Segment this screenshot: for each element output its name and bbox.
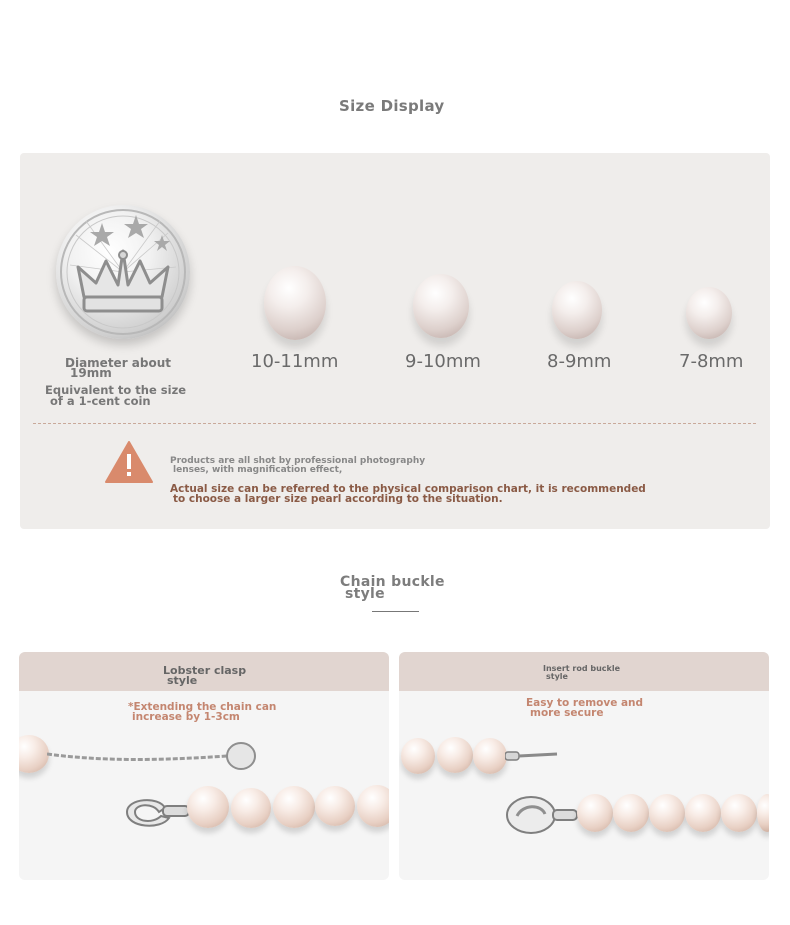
pearl-9-10mm: [413, 274, 469, 338]
notice-line-2: lenses, with magnification effect,: [173, 465, 343, 475]
pearl-bead: [187, 786, 229, 828]
extension-chain-icon: [47, 742, 267, 772]
pearl-label-7-8mm: 7-8mm: [679, 351, 744, 372]
pearl-bead: [649, 794, 685, 832]
lobster-clasp-title-line1: Lobster clasp: [163, 664, 247, 677]
coin-diameter-value: 19mm: [70, 366, 112, 380]
warning-icon: [104, 440, 154, 484]
notice-line-1: Products are all shot by professional photography: [170, 456, 426, 466]
pearl-bead: [613, 794, 649, 832]
lobster-clasp-note: [128, 702, 276, 722]
rod-buckle-note-line1: Easy to remove and: [526, 697, 644, 709]
rod-buckle-title-line2: style: [546, 672, 568, 681]
pearl-bead: [577, 794, 613, 832]
lobster-clasp-note-line2: increase by 1-3cm: [132, 711, 240, 723]
pearl-bead: [685, 794, 721, 832]
pearl-bead: [757, 794, 769, 832]
chain-buckle-title-line1: Chain buckle: [340, 574, 445, 590]
divider-dashed: [33, 423, 756, 424]
coin-icon: [56, 205, 190, 339]
pearl-bead: [401, 738, 435, 774]
rod-buckle-title-line1: Insert rod buckle: [543, 664, 621, 673]
rod-buckle-icon: [503, 794, 579, 836]
rod-buckle-note: [526, 698, 643, 718]
pearl-8-9mm: [552, 281, 602, 339]
notice-line-3: Actual size can be referred to the physical comparison chart, it is recommended: [170, 483, 646, 495]
pearl-label-8-9mm: 8-9mm: [547, 351, 612, 372]
rod-buckle-title: [543, 665, 620, 681]
coin-equivalent-label: Equivalent to the size: [45, 383, 187, 397]
pearl-bead: [721, 794, 757, 832]
pearl-bead: [437, 737, 473, 773]
size-display-panel: [20, 153, 770, 529]
insert-rod-icon: [505, 746, 561, 766]
lobster-clasp-title: [163, 666, 246, 686]
coin-diameter-label: Diameter about: [65, 356, 171, 370]
pearl-bead: [357, 785, 389, 827]
lobster-clasp-panel: [19, 652, 389, 880]
title-underline: [372, 611, 419, 612]
chain-buckle-title: [340, 576, 445, 600]
notice-line-4: to choose a larger size pearl according to the situation.: [173, 493, 503, 505]
pearl-bead: [273, 786, 315, 828]
lobster-clasp-note-line1: *Extending the chain can: [128, 701, 277, 713]
pearl-bead: [315, 786, 355, 826]
pearl-bead: [231, 788, 271, 828]
coin-equivalent-value: of a 1-cent coin: [50, 394, 151, 408]
chain-buckle-title-line2: style: [345, 586, 385, 602]
pearl-label-10-11mm: 10-11mm: [251, 351, 339, 372]
pearl-10-11mm: [264, 266, 326, 340]
pearl-bead: [473, 738, 507, 774]
size-display-title: Size Display: [339, 97, 445, 115]
lobster-clasp-title-line2: style: [167, 674, 198, 687]
pearl-bead: [19, 735, 49, 773]
pearl-label-9-10mm: 9-10mm: [405, 351, 481, 372]
pearl-7-8mm: [686, 287, 732, 339]
rod-buckle-note-line2: more secure: [530, 707, 604, 719]
rod-buckle-panel: [399, 652, 769, 880]
